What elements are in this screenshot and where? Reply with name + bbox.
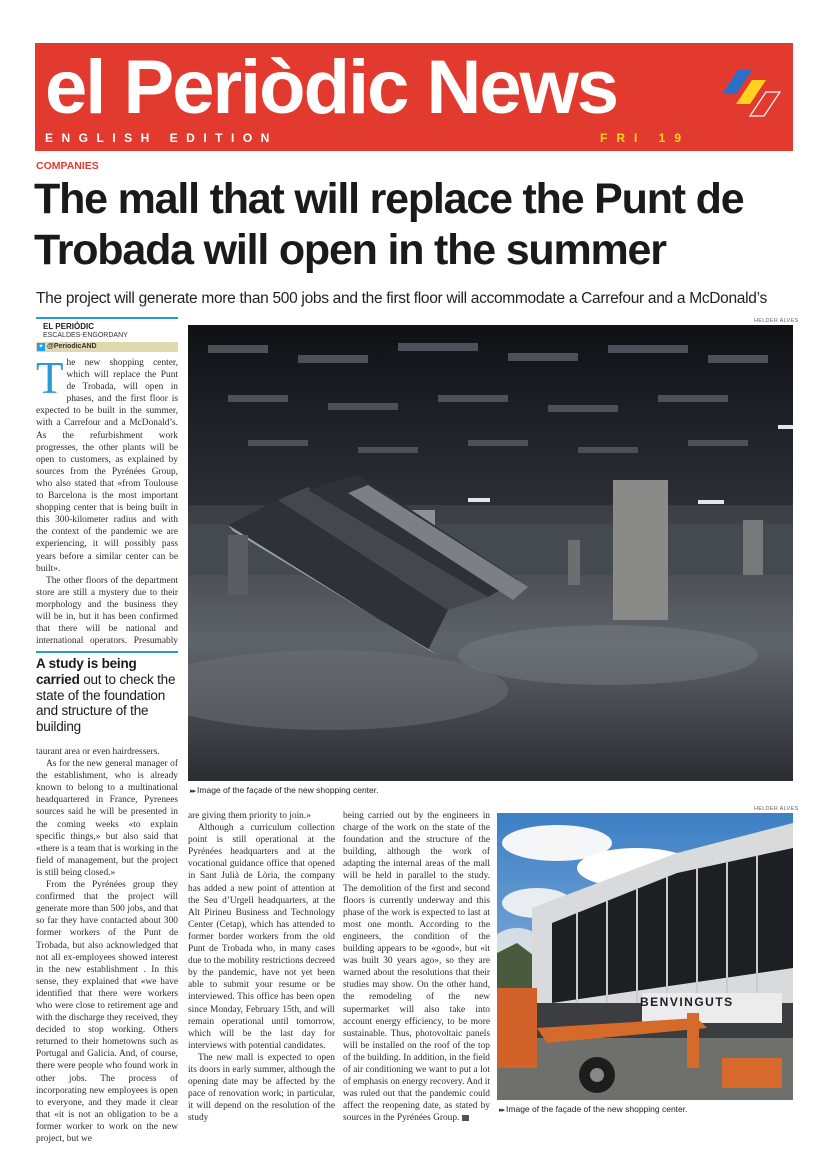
- body-paragraph: are giving them priority to join.»: [188, 811, 311, 821]
- body-paragraph-text: being carried out by the engineers in charge of the work on the state of the foundation and the structure of the building, although the work of adapting the internal areas of the mall will be held in parallel to the study. The demolition of the first and second floors is currently underway and this phase of the work is expected to last at most one month. According to the engineers, the condition of the building appears to be «good», but «it was built 30 years ago», so they are warned about the resolutions that their studies may show. On the other hand, the remodeling of the new supermarket will also take into account energy efficiency, to be more sustainable. Thus, photovoltaic panels will be installed on the roof of the top of the building. In addition, in the field of air conditioning we want to put a lot of emphasis on energy recovery. And it was ruled out that the pandemic could affect the reopening date, as stated by sources in the Pyrénées Group.: [343, 811, 490, 1124]
- body-paragraph: From the Pyrénées group they confirmed that the project will generate more than 500 jobs, and that so far they have contacted about 300 former workers of the Punt de Trobada, but also acknowledged that not all ex-employees showed interest in the new establishment . In this sense, they explained that «we have identified that there were workers who were close to retirement age and with the discharge they received, they decided to stop working. Others returned to their hometowns such as Portugal and Galicia. And, of course, there were people who found work in other jobs. The process of incorporating new employees is open to everyone, and they made it clear that «it is not an obligation to be a former worker to work on the new project, but we: [36, 880, 178, 1144]
- photo-interior-escalators: [188, 325, 793, 781]
- body-paragraph: [343, 810, 490, 1124]
- twitter-handle: @PeriodicAND: [47, 343, 97, 350]
- body-paragraph: The other floors of the department store are still a mystery due to their morphology and the business they will be in, but it has been confirmed that there will be national and international operators. Presumably: [36, 575, 178, 646]
- pullquote-rule: [36, 651, 178, 653]
- twitter-icon: ✦: [38, 344, 44, 350]
- body-column-3: [343, 810, 490, 1150]
- photo-caption-text: Image of the façade of the new shopping center.: [197, 785, 379, 795]
- issue-day: FRI 19: [600, 131, 691, 145]
- byline-place: ESCALDES-ENGORDANY: [43, 332, 128, 339]
- photo-credit: HELDER ALVES: [754, 318, 799, 324]
- photo-caption: ▸▸ Image of the façade of the new shopping center.: [190, 785, 379, 795]
- photo-caption-text: Image of the façade of the new shopping center.: [506, 1104, 688, 1114]
- end-of-article-mark: [462, 1115, 469, 1121]
- body-column-1-bottom: [36, 746, 178, 1144]
- pull-quote-bold: A study is being carried: [36, 656, 137, 687]
- photo-credit: HELDER ALVES: [754, 806, 799, 812]
- byline-rule: [36, 317, 178, 319]
- body-paragraph: taurant area or even hairdressers.: [36, 747, 160, 757]
- body-column-2: [188, 810, 335, 1150]
- section-label: COMPANIES: [36, 160, 99, 172]
- newspaper-title: el Periòdic News: [45, 45, 618, 130]
- body-paragraph: Although a curriculum collection point is still operational at the Pyrénées headquarters and at the vocational guidance office that opened in Sant Julià de Lòria, the company has added a new point of attention at the Seu d’Urgell headquarters, at the Alt Pirineu Business and Technology Center (Cetap), which has attended to former border workers from the old Punt de Trobada who, in many cases due to the mobility restrictions decreed by the pandemic, have not yet been able to submit your resume or be interviewed. This office has been open since Monday, February 15th, and will remain operational until tomorrow, which will be the last day for interviews with potential candidates.: [188, 823, 335, 1051]
- pull-quote: [36, 656, 181, 735]
- body-paragraph: As for the new general manager of the establishment, who is already known to belong to a multinational headquartered in France, Pyrenees sources said he will be presented in the coming weeks «to explain specific things,» but also said that «there is a team that is working in the field of management, but the project is still being closed.»: [36, 759, 178, 878]
- body-paragraph: he new shopping center, which will replace the Punt de Trobada, will open in phases, and the first floor is expected to be built in the summer, with a Carrefour and a McDonald’s. As the refurbishment work progresses, the other plants will be open to customers, as explained by sources from the Pyrénées Group, who also stated that «from Toulouse to Barcelona is the most important shopping center that is being built in this 300-kilometer radius and with the context of the pandemic we are experiencing, it will possibly pass years before a similar center can be built».: [36, 358, 178, 574]
- pull-quote-rest: out to check the state of the foundation and structure of the building: [36, 671, 176, 735]
- body-paragraph: The new mall is expected to open its doors in early summer, although the opening date may be affected by the pace of renovation work; in particular, it will depend on the resolution of the study: [188, 1052, 335, 1124]
- edition-label: ENGLISH EDITION: [45, 131, 278, 145]
- body-column-1-top: [36, 357, 178, 646]
- dropcap: T: [36, 357, 64, 403]
- photo-caption: ▸▸ Image of the façade of the new shopping center.: [499, 1104, 688, 1114]
- subtitle: The project will generate more than 500 jobs and the first floor will accommodate a Carrefour and a McDonald’s: [36, 290, 767, 307]
- store-sign: BENVINGUTS: [640, 995, 734, 1009]
- photo-mall-facade: [497, 813, 793, 1100]
- byline-author: EL PERIÒDIC: [43, 322, 94, 331]
- brand-stripes-logo: [722, 68, 784, 136]
- headline: The mall that will replace the Punt de Trobada will open in the summer: [34, 175, 744, 274]
